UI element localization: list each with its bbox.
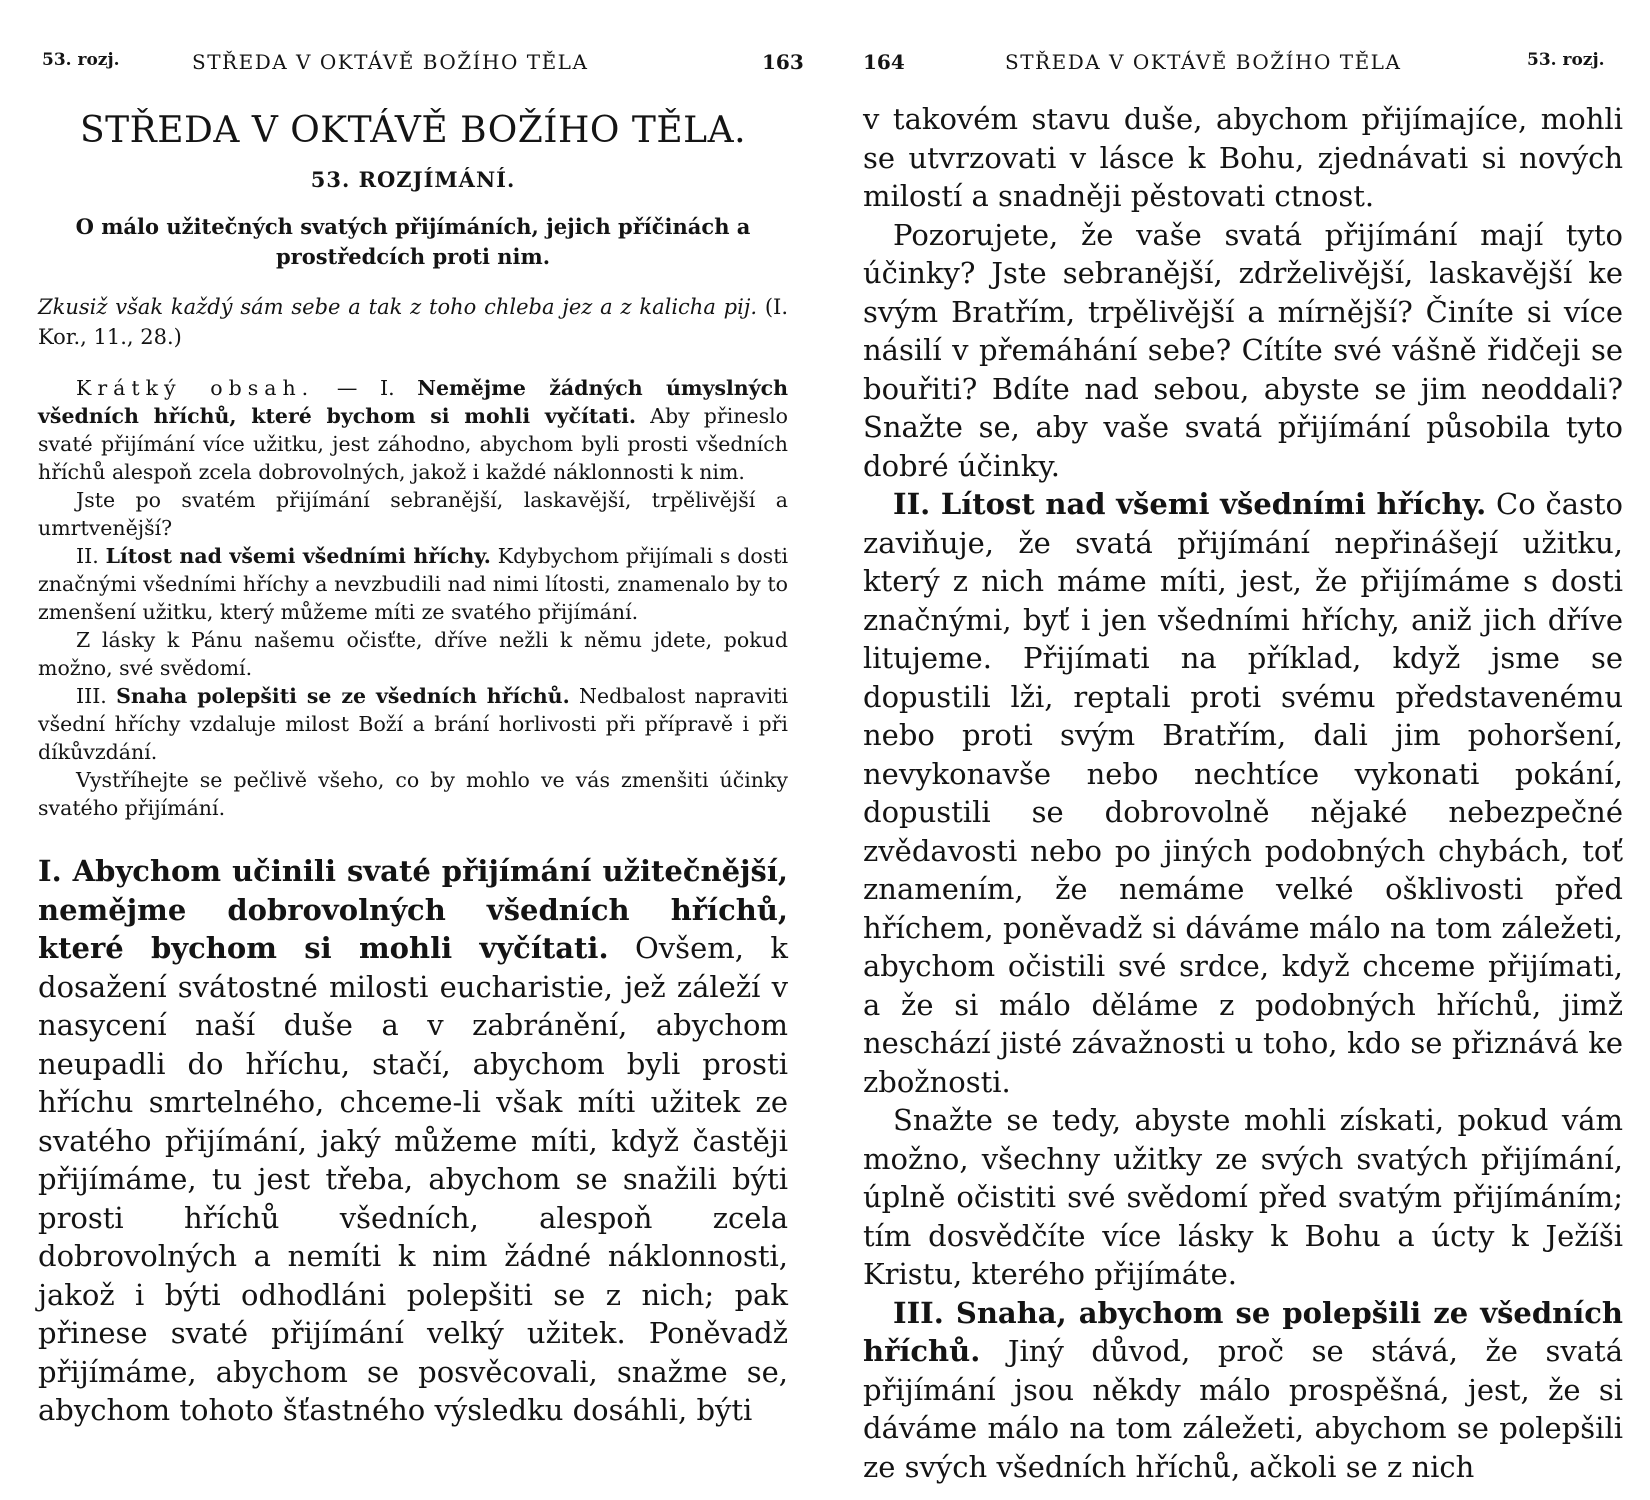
running-title: STŘEDA V OKTÁVĚ BOŽÍHO TĚLA: [192, 50, 589, 74]
section-marker: 53. rozj.: [1527, 50, 1605, 70]
body-paragraph: Snažte se tedy, abyste mohli získati, pokud vám možno, všechny užitky ze svých svatých přijímání, úplně očistiti své svědomí před svatým přijímáním; tím dosvědčíte více lásky k Bohu a úcty k Ježíši Kristu, kterého přijímáte.: [863, 1103, 1623, 1291]
scripture-motto: [38, 292, 788, 352]
summary-label: Krátký obsah.: [76, 376, 315, 400]
section-one-text: Ovšem, k dosažení svátostné milosti eucharistie, jež záleží v nasycení naší duše a v zabránění, abychom neupadli do hříchu, stačí, abychom byli prosti hříchu smrtelného, chceme-li však míti užitek ze svatého přijímání, jaký můžeme míti, když častěji přijímáme, tu jest třeba, abychom se snažili býti prosti hříchů všedních, alespoň zcela dobrovolných a nemíti k nim žádné náklonnosti, jakož i býti odhodláni polepšiti se z nich; pak přinese svaté přijímání velký užitek. Poněvadž přijímáme, abychom se posvěcovali, snažme se, abychom tohoto šťastného výsledku dosáhli, býti: [38, 931, 788, 1427]
summary-paragraph: [38, 542, 788, 626]
section-three-text: Jiný důvod, proč se stává, že svatá přijímání jsou někdy málo prospěšná, jest, že si dáváme málo na tom záležeti, abychom se polepšili ze svých všedních hříchů, ačkoli se z nich: [863, 1334, 1623, 1484]
summary-point-text: Nedbalost napraviti všední hříchy vzdaluje milost Boží a brání horlivosti při přípravě i při díkůvzdání.: [38, 684, 788, 764]
motto-text: Zkusiž však každý sám sebe a tak z toho chleba jez a z kalicha pij.: [38, 295, 758, 319]
summary-point-text: Aby přineslo svaté přijímání více užitku, jest záhodno, abychom byli prosti všedních hříchů alespoň zcela dobrovolných, jakož i každé náklonnosti k nim.: [38, 404, 788, 484]
left-running-head: [0, 50, 825, 80]
right-running-head: [825, 50, 1650, 80]
summary-point-number: — I.: [314, 376, 418, 400]
motto-reference: (I. Kor., 11., 28.): [38, 295, 789, 349]
summary-point-heading: Lítost nad všemi všedními hříchy.: [105, 544, 491, 568]
left-page-content: [38, 100, 788, 1430]
summary-point-heading: Snaha polepšiti se ze všedních hříchů.: [116, 684, 570, 708]
section-marker: 53. rozj.: [42, 50, 120, 70]
summary-point-number: III.: [76, 684, 117, 708]
running-title: STŘEDA V OKTÁVĚ BOŽÍHO TĚLA: [1005, 50, 1402, 74]
continuation-paragraph: v takovém stavu duše, abychom přijímajíce, mohli se utvrzovati v lásce k Bohu, zjednávati si nových milostí a snadněji pěstovati ctnost.: [863, 102, 1623, 213]
section-three: [863, 1294, 1623, 1487]
section-three-heading: III. Snaha, abychom se polepšili ze všedních hříchů.: [863, 1295, 1623, 1368]
summary-point-heading: Nemějme žádných úmyslných všedních hříchů, které bychom si mohli vyčítati.: [38, 376, 788, 428]
summary-paragraph: [38, 682, 788, 766]
summary-point-text: Kdybychom přijímali s dosti značnými všedními hříchy a nevzbudili nad nimi lítosti, znamenalo by to zmenšení užitku, který můžeme míti ze svatého přijímání.: [38, 544, 789, 624]
summary-block: [38, 374, 788, 822]
section-one-paragraph: [38, 852, 788, 1430]
summary-point-number: II.: [76, 544, 106, 568]
meditation-subtitle: O málo užitečných svatých přijímáních, jejich příčinách a prostředcích proti nim.: [75, 214, 751, 269]
chapter-title: STŘEDA V OKTÁVĚ BOŽÍHO TĚLA.: [79, 110, 747, 151]
page-number: 164: [863, 50, 905, 74]
section-one: [38, 852, 788, 1430]
summary-paragraph: [38, 374, 788, 486]
right-page: [825, 0, 1650, 1500]
summary-paragraph: Jste po svatém přijímání sebranější, laskavější, trpělivější a umrtvenější?: [38, 488, 788, 540]
meditation-number: 53. ROZJÍMÁNÍ.: [310, 167, 516, 192]
section-two-heading: II. Lítost nad všemi všedními hříchy.: [893, 487, 1487, 521]
section-two-text: Co často zaviňuje, že svatá přijímání nepřinášejí užitku, který z nich máme míti, jest, že přijímáme s dosti značnými, byť i jen všedními hříchy, aniž jich dříve litujeme. Přijímati na příklad, když jsme se dopustili lži, reptali proti svému představenému nebo proti svým Bratřím, dali jim pohoršení, nevykonavše nebo nechtíce vykonati pokání, dopustili se dobrovolně nějaké nebezpečné zvědavosti nebo po jiných podobných chybách, toť znamením, že nemáme velké ošklivosti před hříchem, poněvadž si dáváme málo na tom záležeti, abychom očistili své srdce, když chceme přijímati, a že si málo děláme z podobných hříchů, jimž neschází jisté závažnosti u toho, kdo se přiznává ke zbožnosti.: [863, 487, 1623, 1099]
summary-paragraph: Vystříhejte se pečlivě všeho, co by mohlo ve vás zmenšiti účinky svatého přijímání.: [38, 768, 788, 820]
body-paragraph: Pozorujete, že vaše svatá přijímání mají tyto účinky? Jste sebranější, zdrželivější, laskavější ke svým Bratřím, trpělivější a mírnější? Činíte si více násilí v přemáhání sebe? Cítíte své vášně řidčeji se bouřiti? Bdíte nad sebou, abyste se jim neoddali? Snažte se, aby vaše svatá přijímání působila tyto dobré účinky.: [863, 217, 1623, 483]
summary-paragraph: Z lásky k Pánu našemu očisťte, dříve nežli k němu jdete, pokud možno, své svědomí.: [38, 628, 788, 680]
section-one-heading: I. Abychom učinili svaté přijímání užitečnější, nemějme dobrovolných všedních hříchů, které bychom si mohli vyčítati.: [38, 854, 788, 965]
section-two: [863, 485, 1623, 1101]
page-number: 163: [762, 50, 804, 74]
right-page-content: [863, 100, 1623, 1486]
